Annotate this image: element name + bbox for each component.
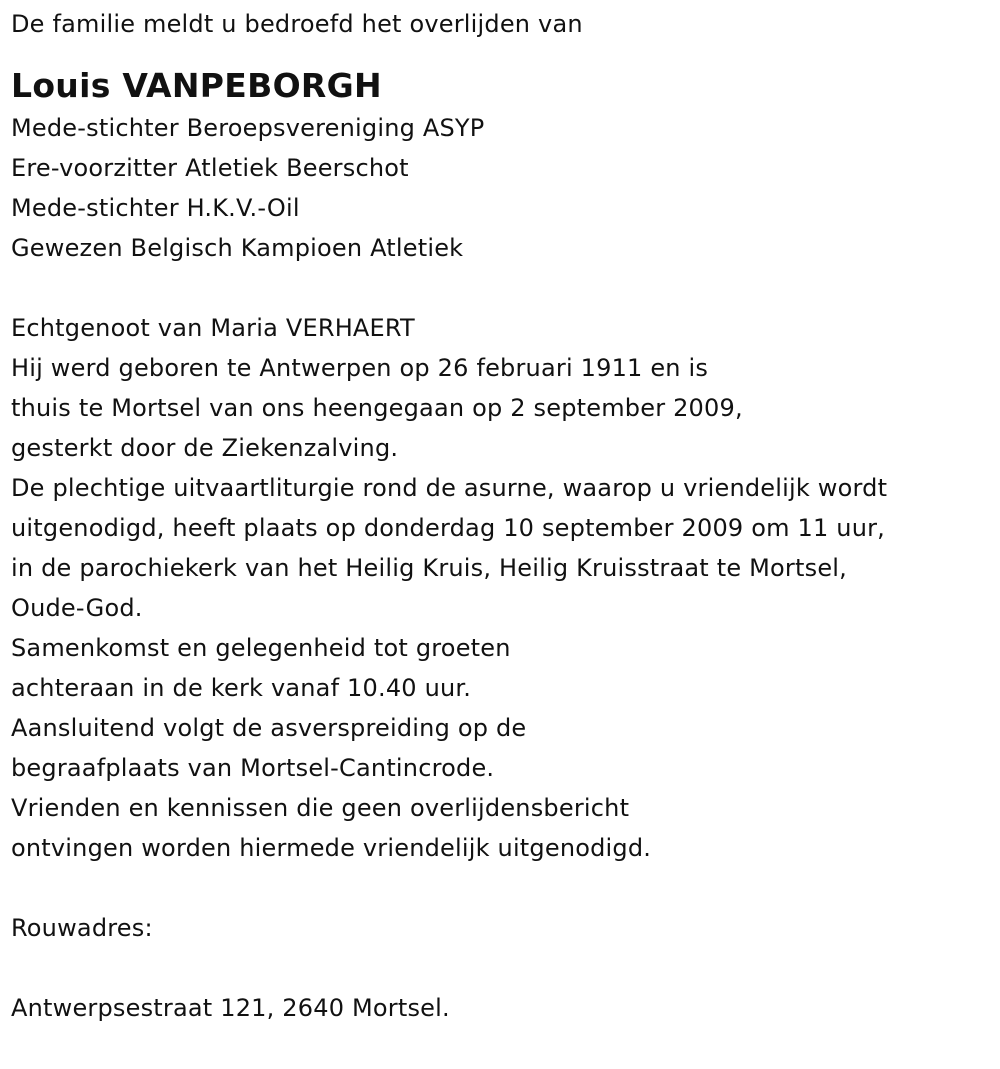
body-line: in de parochiekerk van het Heilig Kruis, Heilig Kruisstraat te Mortsel, — [11, 554, 847, 582]
body-line: Samenkomst en gelegenheid tot groeten — [11, 634, 511, 662]
notice-body — [11, 308, 991, 868]
spacer — [11, 868, 991, 908]
body-line: Echtgenoot van Maria VERHAERT — [11, 314, 415, 342]
body-line: ontvingen worden hiermede vriendelijk uitgenodigd. — [11, 834, 652, 862]
titles-list — [11, 108, 991, 268]
address-label: Rouwadres: — [11, 914, 153, 942]
body-line: achteraan in de kerk vanaf 10.40 uur. — [11, 674, 472, 702]
body-line: Aansluitend volgt de asverspreiding op de — [11, 714, 527, 742]
body-line: De plechtige uitvaartliturgie rond de asurne, waarop u vriendelijk wordt — [11, 474, 888, 502]
obituary-notice — [11, 4, 991, 1028]
spacer — [11, 948, 991, 988]
address: Antwerpsestraat 121, 2640 Mortsel. — [11, 994, 450, 1022]
spacer — [11, 268, 991, 308]
title-item: Mede-stichter H.K.V.-Oil — [11, 194, 300, 222]
body-line: thuis te Mortsel van ons heengegaan op 2 september 2009, — [11, 394, 743, 422]
body-line: gesterkt door de Ziekenzalving. — [11, 434, 399, 462]
intro-text: De familie meldt u bedroefd het overlijden van — [11, 10, 583, 38]
title-item: Mede-stichter Beroepsvereniging ASYP — [11, 114, 485, 142]
title-item: Gewezen Belgisch Kampioen Atletiek — [11, 234, 464, 262]
body-line: uitgenodigd, heeft plaats op donderdag 10 september 2009 om 11 uur, — [11, 514, 886, 542]
body-line: Vrienden en kennissen die geen overlijdensbericht — [11, 794, 630, 822]
body-line: Oude-God. — [11, 594, 143, 622]
deceased-name: Louis VANPEBORGH — [11, 66, 382, 105]
body-line: Hij werd geboren te Antwerpen op 26 februari 1911 en is — [11, 354, 709, 382]
title-item: Ere-voorzitter Atletiek Beerschot — [11, 154, 409, 182]
body-line: begraafplaats van Mortsel-Cantincrode. — [11, 754, 495, 782]
